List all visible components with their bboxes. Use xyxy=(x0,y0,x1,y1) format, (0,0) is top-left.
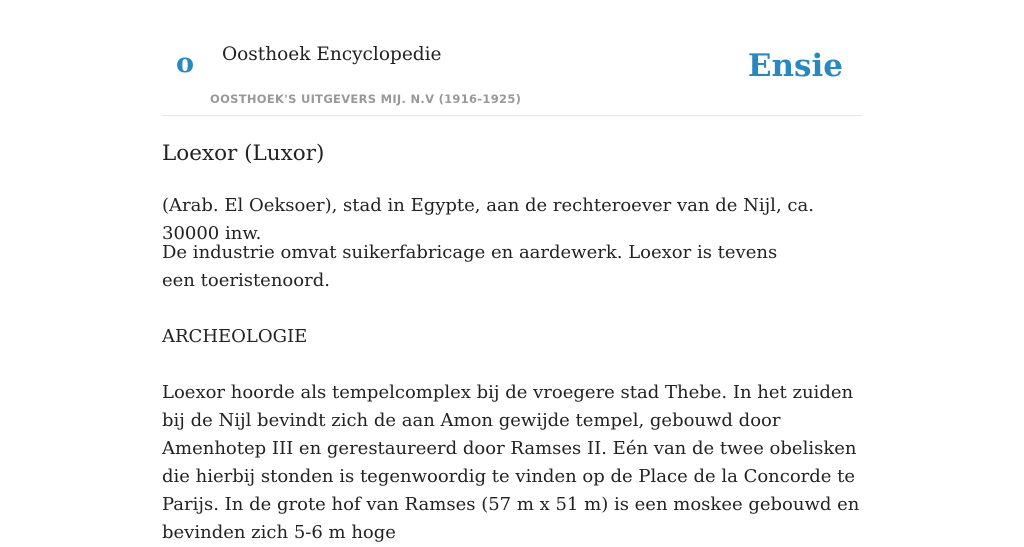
site-header xyxy=(162,0,862,116)
logo-icon[interactable]: o xyxy=(176,48,195,79)
page xyxy=(162,0,862,543)
entry-title: Loexor (Luxor) xyxy=(162,141,325,166)
paragraph-industry: De industrie omvat suikerfabricage en aardewerk. Loexor is tevens een toeristenoord. xyxy=(162,242,778,291)
publisher-label: OOSTHOEK'S UITGEVERS MIJ. N.V (1916-1925) xyxy=(210,92,522,106)
section-heading-archeologie: ARCHEOLOGIE xyxy=(162,326,308,347)
paragraph-intro: (Arab. El Oeksoer), stad in Egypte, aan de rechteroever van de Nijl, ca. 30000 inw. xyxy=(162,195,814,244)
paragraph-archeology: Loexor hoorde als tempelcomplex bij de vroegere stad Thebe. In het zuiden bij de Nijl bevindt zich de aan Amon gewijde tempel, gebouwd door Amenhotep III en gerestaureerd door Ramses II. Eén van de twee obelisken die hierbij stonden is tegenwoordig te vinden op de Place de la Concorde te Parijs. In de grote hof van Ramses (57 m x 51 m) is een moskee gebouwd en bevinden zich 5-6 m hoge xyxy=(162,382,860,543)
book-title-link[interactable]: Oosthoek Encyclopedie xyxy=(222,44,442,65)
brand-logo-link[interactable]: Ensie xyxy=(747,48,843,84)
